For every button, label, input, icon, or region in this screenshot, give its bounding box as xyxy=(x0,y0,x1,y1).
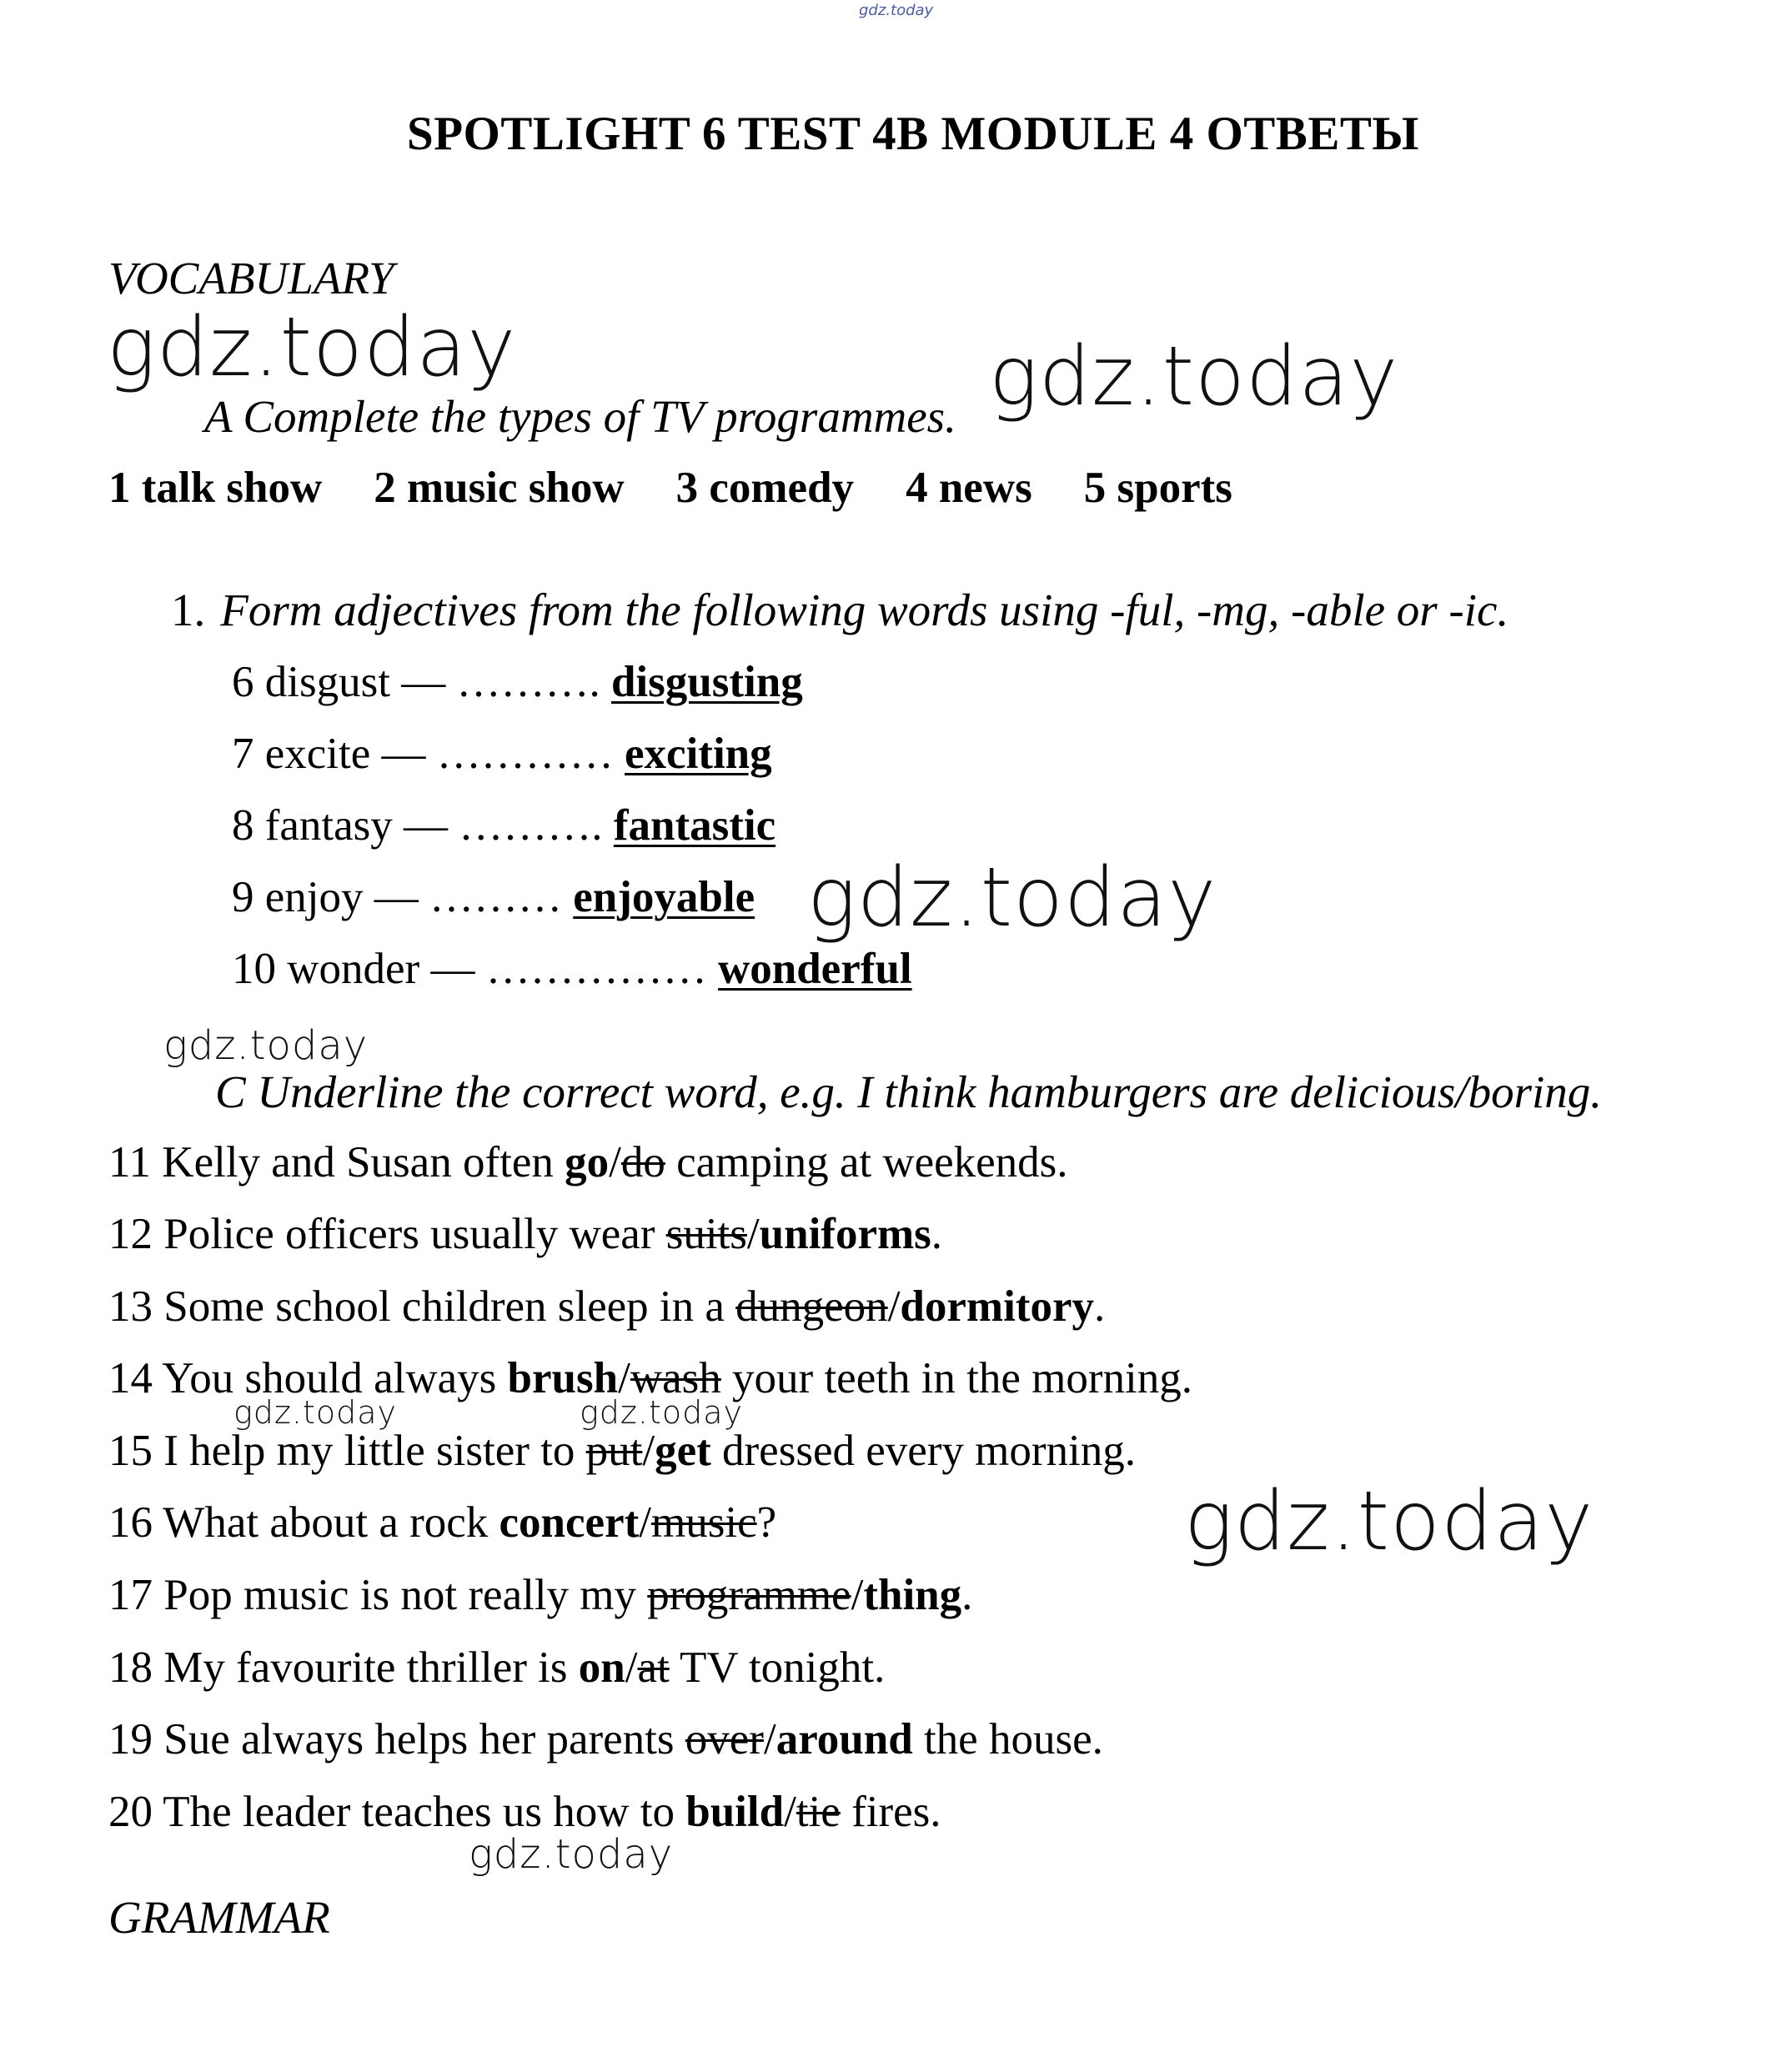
choice-item: 14 You should always brush/wash your teeth in the morning. xyxy=(108,1354,1193,1402)
part-b-text: Form adjectives from the following words using -ful, -mg, -able or -ic. xyxy=(220,584,1509,635)
page-title: SPOTLIGHT 6 TEST 4B MODULE 4 ОТВЕТЫ xyxy=(407,108,1419,160)
correct-word: on xyxy=(578,1643,625,1692)
watermark: gdz.today xyxy=(989,329,1399,424)
correct-word: brush xyxy=(507,1354,619,1402)
wrong-word: at xyxy=(637,1643,670,1692)
part-a-answer: 2 music show xyxy=(374,464,625,512)
choice-item: 17 Pop music is not really my programme/thing. xyxy=(108,1571,973,1619)
watermark: gdz.today xyxy=(469,1831,674,1878)
adjective-item xyxy=(232,729,772,779)
choice-item: 16 What about a rock concert/music? xyxy=(108,1498,777,1547)
correct-word: uniforms xyxy=(759,1210,931,1258)
adjective-item xyxy=(232,944,912,994)
wrong-word: put xyxy=(585,1427,643,1475)
wrong-word: over xyxy=(685,1715,764,1764)
part-a-answers xyxy=(108,463,1232,513)
item-answer: fantastic xyxy=(613,801,776,850)
part-a-answer: 1 talk show xyxy=(108,464,323,512)
part-a-answer: 3 comedy xyxy=(675,464,855,512)
choice-item: 18 My favourite thriller is on/at TV tonight. xyxy=(108,1643,886,1692)
part-b-instruction xyxy=(171,584,1508,636)
wrong-word: music xyxy=(651,1498,757,1547)
watermark: gdz.today xyxy=(163,1022,369,1069)
part-a-answer: 5 sports xyxy=(1083,464,1232,512)
correct-word: concert xyxy=(499,1498,640,1547)
item-prompt: 7 excite — ………… xyxy=(232,730,614,778)
item-answer: exciting xyxy=(625,730,772,778)
top-watermark: gdz.today xyxy=(859,2,934,19)
item-prompt: 10 wonder — …………… xyxy=(232,945,707,993)
wrong-word: wash xyxy=(630,1354,721,1402)
correct-word: get xyxy=(655,1427,711,1475)
watermark: gdz.today xyxy=(1184,1474,1594,1569)
wrong-word: dungeon xyxy=(735,1282,888,1331)
wrong-word: suits xyxy=(665,1210,747,1258)
adjective-item xyxy=(232,872,755,922)
item-answer: wonderful xyxy=(717,945,912,993)
correct-word: around xyxy=(776,1715,913,1764)
choice-item: 20 The leader teaches us how to build/tie fires. xyxy=(108,1788,941,1836)
part-b-number: 1. xyxy=(171,584,206,635)
adjective-item xyxy=(232,800,776,850)
correct-word: thing xyxy=(863,1571,962,1619)
item-answer: disgusting xyxy=(610,658,803,706)
watermark: gdz.today xyxy=(580,1394,743,1431)
part-a-instruction: A Complete the types of TV programmes. xyxy=(204,391,956,442)
choice-item: 11 Kelly and Susan often go/do camping at weekends. xyxy=(108,1138,1068,1187)
part-a-answer: 4 news xyxy=(906,464,1032,512)
item-prompt: 6 disgust — ………. xyxy=(232,658,600,706)
watermark: gdz.today xyxy=(807,850,1217,946)
item-prompt: 8 fantasy — ………. xyxy=(232,801,603,850)
watermark: gdz.today xyxy=(107,300,517,395)
correct-word: go xyxy=(565,1138,610,1187)
correct-word: build xyxy=(685,1788,785,1836)
item-answer: enjoyable xyxy=(573,873,755,921)
part-c-instruction: C Underline the correct word, e.g. I think hamburgers are delicious/boring. xyxy=(215,1066,1603,1117)
grammar-heading: GRAMMAR xyxy=(108,1892,330,1943)
wrong-word: do xyxy=(620,1138,665,1187)
choice-item: 12 Police officers usually wear suits/uniforms. xyxy=(108,1210,943,1258)
item-prompt: 9 enjoy — ……… xyxy=(232,873,562,921)
vocabulary-heading: VOCABULARY xyxy=(108,253,394,304)
correct-word: dormitory xyxy=(900,1282,1094,1331)
choice-item: 15 I help my little sister to put/get dressed every morning. xyxy=(108,1427,1137,1475)
adjective-item xyxy=(232,657,803,707)
wrong-word: tie xyxy=(796,1788,841,1836)
watermark: gdz.today xyxy=(233,1394,397,1431)
wrong-word: programme xyxy=(647,1571,851,1619)
choice-item: 19 Sue always helps her parents over/around the house. xyxy=(108,1715,1103,1764)
choice-item: 13 Some school children sleep in a dungeon/dormitory. xyxy=(108,1282,1106,1331)
